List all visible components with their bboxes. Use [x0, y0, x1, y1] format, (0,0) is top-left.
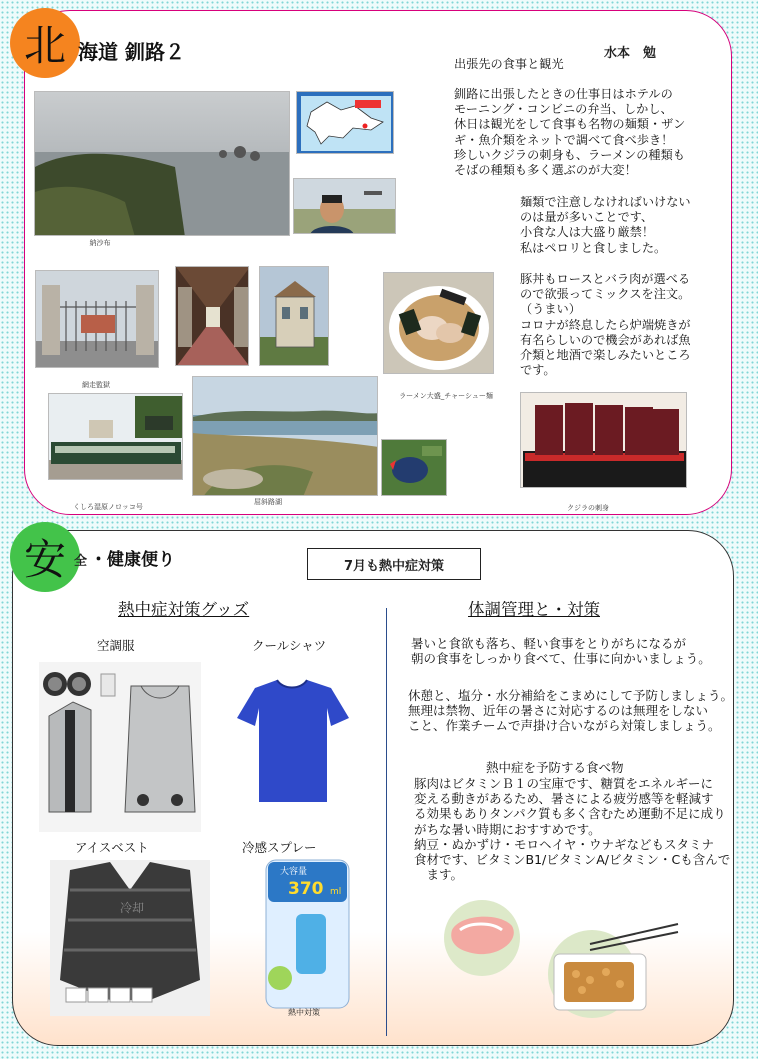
- h3-line: 変える動きがあるため、暑さによる疲労感等を軽減す: [414, 791, 714, 807]
- spray-badge: 大容量: [280, 867, 308, 877]
- report-paragraph-1: [454, 87, 685, 178]
- whale-sashimi-photo: [520, 392, 687, 488]
- h2-line: こと、作業チームで声掛け合いながら対策しましょう。: [408, 718, 721, 734]
- health-paragraph-3: [414, 776, 730, 882]
- north-char: 北: [23, 21, 66, 70]
- cool-shirt-label: クールシャツ: [252, 638, 327, 653]
- h3-line: 豚肉はビタミンＢ１の宝庫です、糖質をエネルギーに: [414, 776, 714, 791]
- p1-line: 珍しいクジラの刺身も、ラーメンの種類も: [454, 147, 685, 162]
- kushiro-title: 海道 釧路２: [78, 40, 185, 64]
- corridor-photo: [175, 266, 249, 366]
- p2-line: 麺類で注意しなければいけない: [520, 195, 691, 209]
- whale-caption: クジラの刺身: [567, 504, 609, 512]
- p3-line: （うまい）: [520, 302, 581, 317]
- prison-caption: 網走監獄: [82, 381, 110, 389]
- h3-line: ます。: [414, 867, 464, 883]
- p2-line: のは量が多いことです、: [520, 210, 654, 225]
- cape-caption: 納沙布: [89, 239, 111, 247]
- h3-line: 納豆・ぬかずけ・モロヘイヤ・ウナギなどもスタミナ: [414, 836, 715, 852]
- goods-heading: 熱中症対策グッズ: [118, 600, 250, 619]
- p1-line: 休日は観光をして食事も名物の麺類・ザン: [454, 117, 686, 132]
- report-paragraph-3: [520, 272, 691, 378]
- health-paragraph-2: [408, 688, 733, 734]
- july-heatstroke-banner: 7月も熱中症対策: [307, 548, 481, 580]
- train-photo: [48, 393, 183, 480]
- ramen-caption: ラーメン大盛_チャーシュー麺: [399, 392, 493, 400]
- safety-circle-badge: [10, 522, 80, 592]
- h1-line: 暑いと食欲も落ち、軽い食事をとりがちになるが: [411, 636, 687, 651]
- safety-title-small: 全: [74, 554, 88, 569]
- report-paragraph-2: [520, 195, 691, 256]
- cool-shirt-image: [235, 678, 350, 806]
- spray-amount: 370: [288, 879, 324, 899]
- h3-line: がちな暑い時期におすすめです。: [414, 821, 601, 837]
- lake-photo: [192, 376, 378, 496]
- p2-line: 小食な人は大盛り厳禁！: [520, 225, 655, 240]
- cool-spray-label: 冷感スプレー: [242, 840, 317, 855]
- author-name: 水本 勉: [604, 46, 657, 61]
- health-heading: 体調管理と・対策: [468, 600, 600, 619]
- lake-caption: 屈斜路湖: [254, 498, 282, 506]
- h3-line: 食材です、ビタミンB1/ビタミンA/ビタミン・Cも含んで: [414, 852, 731, 868]
- food-heading: 熱中症を予防する食べ物: [486, 760, 624, 775]
- health-paragraph-1: [411, 636, 711, 666]
- safety-title: ・健康便り: [90, 550, 175, 570]
- h3-line: る効果もありタンパク質も多く含むため運動不足に成り: [414, 806, 726, 822]
- p3-line: 介類と地酒で楽しみたいところ: [520, 348, 691, 363]
- north-circle-badge: [10, 8, 80, 78]
- p1-line: モーニング・コンビニの弁当、しかし、: [454, 102, 673, 117]
- vest-print: 冷却: [120, 901, 145, 915]
- report-subtitle: 出張先の食事と観光: [454, 57, 564, 71]
- cool-spray-image: [260, 858, 355, 1020]
- p1-line: ギ・魚介類をネットで調べて食べ歩き！: [454, 132, 674, 147]
- spray-unit: ml: [330, 887, 342, 897]
- p1-line: そばの種類も多く選ぶのが大変！: [454, 163, 637, 178]
- watchtower-photo: [259, 266, 329, 366]
- fan-wear-label: 空調服: [97, 638, 135, 653]
- p3-line: コロナが終息したら炉端焼きが: [520, 317, 691, 332]
- food-illustration: [430, 900, 682, 1018]
- fan-wear-image: [39, 662, 201, 832]
- p3-line: 豚丼もロースとバラ肉が選べる: [520, 272, 691, 286]
- column-divider: [386, 608, 387, 1036]
- p2-line: 私はペロリと食しました。: [520, 240, 667, 255]
- prison-gate-photo: [35, 270, 159, 368]
- hokkaido-map: [296, 91, 394, 154]
- satellite-map: [381, 439, 447, 496]
- h2-line: 休憩と、塩分・水分補給をこまめにして予防しましょう。: [408, 688, 734, 703]
- ramen-photo: [383, 272, 494, 374]
- p1-line: 釧路に出張したときの仕事日はホテルの: [454, 87, 673, 101]
- p3-line: です。: [520, 363, 556, 378]
- author-portrait: [293, 178, 396, 234]
- ice-vest-label: アイスベスト: [75, 840, 149, 855]
- ice-vest-image: [50, 860, 210, 1016]
- h1-line: 朝の食事をしっかり食べて、仕事に向かいましょう。: [411, 651, 711, 667]
- train-caption: くしろ湿原ノロッコ号: [73, 503, 143, 511]
- safety-char: 安: [23, 535, 66, 584]
- p3-line: ので欲張ってミックスを注文。: [520, 287, 691, 302]
- p3-line: 有名らしいので機会があれば魚: [520, 332, 691, 347]
- h2-line: 無理は禁物、近年の暑さに対応するのは無理をしない: [408, 703, 709, 719]
- spray-bottom-label: 熱中対策: [288, 1008, 320, 1017]
- cape-photo: [34, 91, 290, 236]
